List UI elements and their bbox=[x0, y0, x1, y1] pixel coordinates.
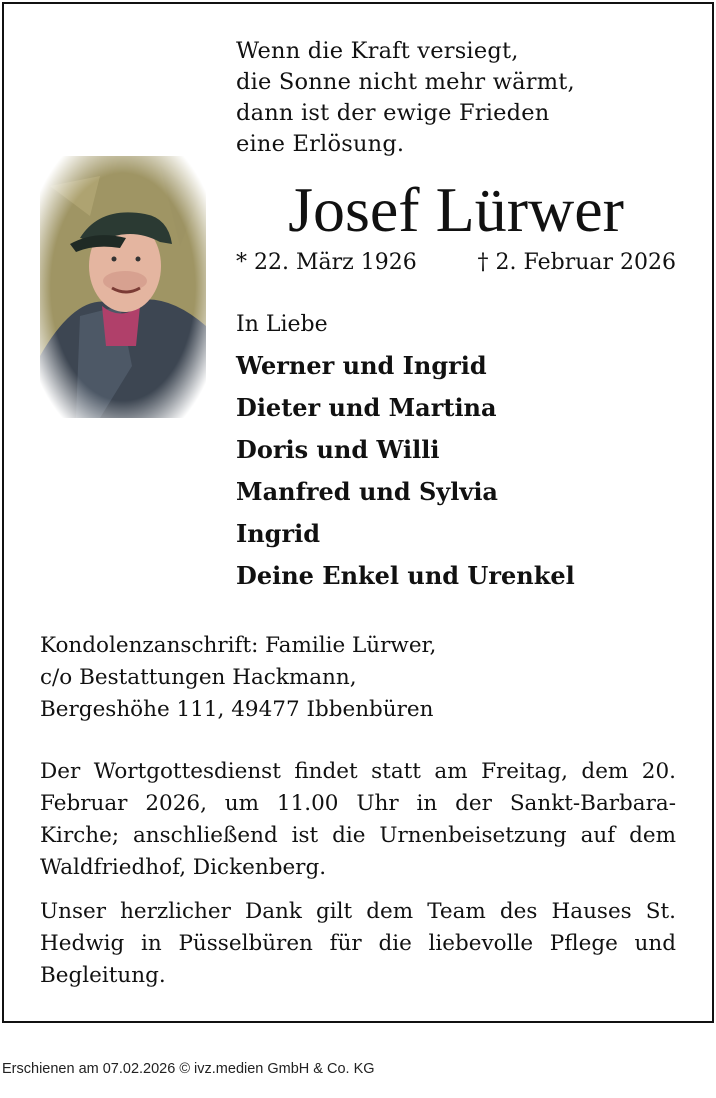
mourner-name: Doris und Willi bbox=[236, 435, 440, 464]
publication-footer: Erschienen am 07.02.2026 © ivz.medien GmbH & Co. KG bbox=[2, 1061, 375, 1077]
mourner-name: Manfred und Sylvia bbox=[236, 477, 498, 506]
portrait-photo-icon bbox=[40, 156, 206, 418]
portrait-photo bbox=[40, 156, 206, 418]
condolence-line: Kondolenzanschrift: Familie Lürwer, bbox=[40, 633, 437, 658]
service-paragraph: Der Wortgottesdienst findet statt am Freitag, dem 20. Februar 2026, um 11.00 Uhr in der Sankt-Barbara-Kirche; anschließend ist die Urnenbeisetzung auf dem Waldfriedhof, Dickenberg. bbox=[40, 759, 676, 880]
poem-line: Wenn die Kraft versiegt, bbox=[236, 38, 519, 64]
poem-line: die Sonne nicht mehr wärmt, bbox=[236, 69, 575, 95]
mourner-name: Ingrid bbox=[236, 519, 320, 548]
life-dates bbox=[236, 248, 676, 278]
condolence-line: c/o Bestattungen Hackmann, bbox=[40, 665, 357, 690]
mourners-list bbox=[236, 345, 575, 597]
mourner-name: Werner und Ingrid bbox=[236, 351, 487, 380]
deceased-name: Josef Lürwer bbox=[288, 174, 624, 245]
poem-line: eine Erlösung. bbox=[236, 131, 405, 157]
mourners-intro: In Liebe bbox=[236, 312, 328, 337]
thanks-paragraph: Unser herzlicher Dank gilt dem Team des Hauses St. Hedwig in Püsselbüren für die liebevolle Pflege und Begleitung. bbox=[40, 899, 676, 988]
birth-date: * 22. März 1926 bbox=[236, 250, 417, 275]
condolence-address bbox=[40, 630, 436, 726]
death-date: † 2. Februar 2026 bbox=[477, 250, 676, 275]
condolence-line: Bergeshöhe 111, 49477 Ibbenbüren bbox=[40, 697, 434, 722]
poem-line: dann ist der ewige Frieden bbox=[236, 100, 550, 126]
poem bbox=[236, 36, 575, 160]
mourner-name: Deine Enkel und Urenkel bbox=[236, 561, 575, 590]
mourner-name: Dieter und Martina bbox=[236, 393, 497, 422]
